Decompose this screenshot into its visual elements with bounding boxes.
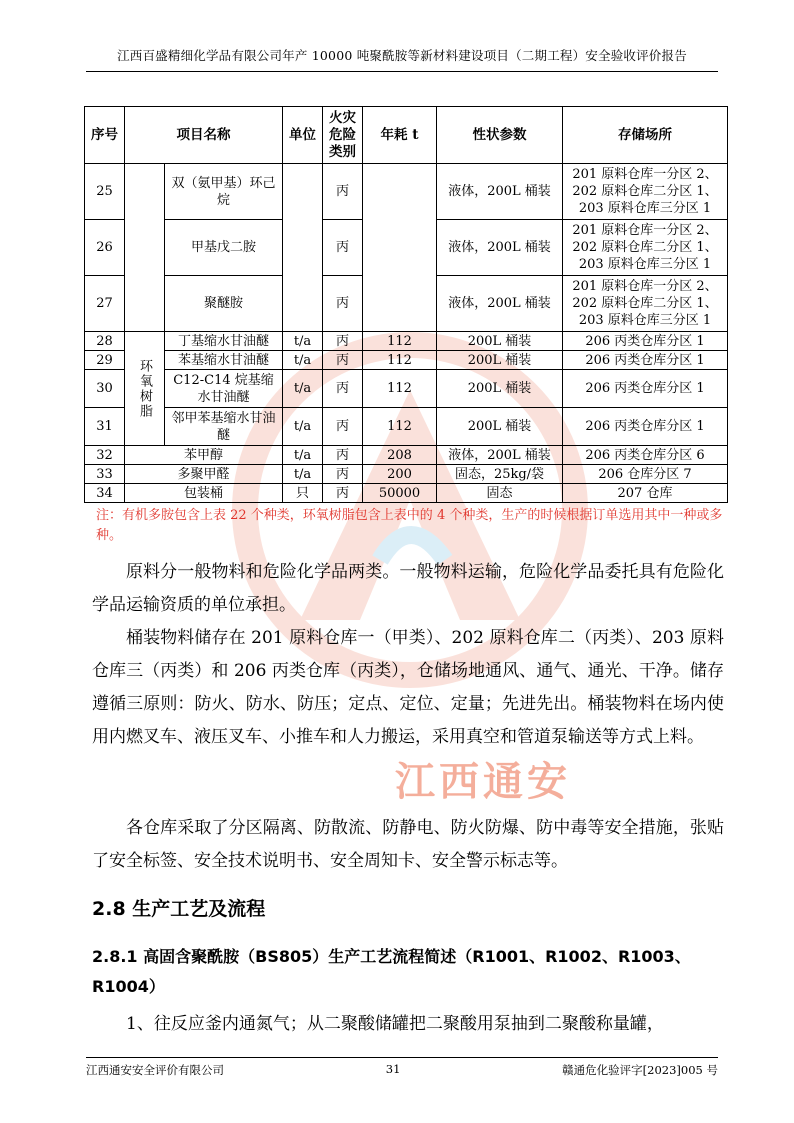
table-row [85, 332, 728, 351]
paragraph-2: 桶装物料储存在 201 原料仓库一（甲类）、202 原料仓库二（丙类）、203 原料仓库三（丙类）和 206 丙类仓库（丙类），仓储场地通风、通气、通光、干净。储存遵循三原则：防火、防水、防压；定点、定位、定量；先进先出。桶装物料在场内使用内燃叉车、液压叉车、小推车和人力搬运，采用真空和管道泵输送等方式上料。 [92, 628, 724, 747]
cell-form: 200L 桶装 [437, 408, 563, 446]
header-usage: 年耗 t [363, 107, 437, 164]
cell-unit: t/a [283, 465, 323, 484]
cell-unit: 只 [283, 484, 323, 503]
header-title: 江西百盛精细化学品有限公司年产 10000 吨聚酰胺等新材料建设项目（二期工程）安全验收评价报告 [117, 48, 687, 63]
subsection-heading: 2.8.1 高固含聚酰胺（BS805）生产工艺流程简述（R1001、R1002、R1003、R1004） [92, 947, 691, 996]
cell-name: 丁基缩水甘油醚 [165, 332, 283, 351]
page-header [86, 46, 718, 72]
cell-no: 26 [85, 220, 125, 276]
cell-usage: 112 [363, 370, 437, 408]
cell-no: 27 [85, 276, 125, 332]
header-unit: 单位 [283, 107, 323, 164]
cell-form: 200L 桶装 [437, 332, 563, 351]
section-heading: 2.8 生产工艺及流程 [92, 898, 266, 920]
cell-no: 25 [85, 164, 125, 220]
cell-fire: 丙 [323, 465, 363, 484]
cell-storage: 201 原料仓库一分区 2、202 原料仓库二分区 1、203 原料仓库三分区 1 [563, 164, 728, 220]
cell-name: 包装桶 [125, 484, 283, 503]
cell-fire: 丙 [323, 332, 363, 351]
cell-name: 多聚甲醛 [125, 465, 283, 484]
cell-storage: 206 丙类仓库分区 1 [563, 351, 728, 370]
cell-fire: 丙 [323, 276, 363, 332]
cell-storage: 206 丙类仓库分区 1 [563, 408, 728, 446]
footer-page-number: 31 [385, 1062, 401, 1076]
header-no: 序号 [85, 107, 125, 164]
cell-storage: 206 丙类仓库分区 6 [563, 446, 728, 465]
cell-no: 31 [85, 408, 125, 446]
cell-form: 液体，200L 桶装 [437, 220, 563, 276]
cell-name: C12-C14 烷基缩水甘油醚 [165, 370, 283, 408]
table-row [85, 351, 728, 370]
cell-unit [283, 164, 323, 332]
cell-unit: t/a [283, 370, 323, 408]
cell-usage: 200 [363, 465, 437, 484]
table-row [85, 164, 728, 220]
cell-storage: 206 仓库分区 7 [563, 465, 728, 484]
cell-storage: 201 原料仓库一分区 2、202 原料仓库二分区 1、203 原料仓库三分区 1 [563, 220, 728, 276]
cell-no: 29 [85, 351, 125, 370]
cell-no: 34 [85, 484, 125, 503]
cell-form: 液体，200L 桶装 [437, 446, 563, 465]
cell-form: 固态，25kg/袋 [437, 465, 563, 484]
cell-usage: 112 [363, 408, 437, 446]
cell-usage: 112 [363, 351, 437, 370]
cell-fire: 丙 [323, 370, 363, 408]
paragraph-3: 各仓库采取了分区隔离、防散流、防静电、防火防爆、防中毒等安全措施，张贴了安全标签、安全技术说明书、安全周知卡、安全警示标志等。 [92, 818, 724, 871]
cell-form: 200L 桶装 [437, 370, 563, 408]
cell-usage: 112 [363, 332, 437, 351]
cell-unit: t/a [283, 351, 323, 370]
paragraph-4: 1、往反应釜内通氮气；从二聚酸储罐把二聚酸用泵抽到二聚酸称量罐， [126, 1014, 664, 1034]
cell-no: 28 [85, 332, 125, 351]
header-name: 项目名称 [125, 107, 283, 164]
cell-fire: 丙 [323, 408, 363, 446]
table-row [85, 446, 728, 465]
cell-unit: t/a [283, 446, 323, 465]
cell-form: 固态 [437, 484, 563, 503]
paragraph-1: 原料分一般物料和危险化学品两类。一般物料运输，危险化学品委托具有危险化学品运输资质的单位承担。 [92, 562, 724, 615]
table-note: 注：有机多胺包含上表 22 个种类，环氧树脂包含上表中的 4 个种类，生产的时候根据订单选用其中一种或多种。 [96, 508, 723, 543]
header-fire: 火灾危险类别 [323, 107, 363, 164]
cell-usage [363, 164, 437, 332]
cell-storage: 206 丙类仓库分区 1 [563, 332, 728, 351]
cell-fire: 丙 [323, 484, 363, 503]
materials-table [84, 106, 728, 503]
cell-fire: 丙 [323, 446, 363, 465]
header-storage: 存储场所 [563, 107, 728, 164]
cell-fire: 丙 [323, 164, 363, 220]
footer-reference: 赣通危化验评字[2023]005 号 [562, 1063, 718, 1077]
cell-name: 邻甲苯基缩水甘油醚 [165, 408, 283, 446]
header-form: 性状参数 [437, 107, 563, 164]
cell-usage: 208 [363, 446, 437, 465]
cell-no: 32 [85, 446, 125, 465]
cell-storage: 207 仓库 [563, 484, 728, 503]
table-row [85, 465, 728, 484]
table-header-row [85, 107, 728, 164]
cell-fire: 丙 [323, 220, 363, 276]
cell-fire: 丙 [323, 351, 363, 370]
table-row [85, 484, 728, 503]
table-row [85, 370, 728, 408]
cell-no: 33 [85, 465, 125, 484]
cell-name: 苯基缩水甘油醚 [165, 351, 283, 370]
cell-usage: 50000 [363, 484, 437, 503]
cell-no: 30 [85, 370, 125, 408]
cell-form: 液体，200L 桶装 [437, 164, 563, 220]
cell-name: 聚醚胺 [165, 276, 283, 332]
cell-unit: t/a [283, 408, 323, 446]
footer-company: 江西通安安全评价有限公司 [86, 1063, 224, 1077]
cell-group-blank [125, 164, 165, 332]
cell-form: 液体，200L 桶装 [437, 276, 563, 332]
cell-name: 双（氨甲基）环己烷 [165, 164, 283, 220]
cell-name: 甲基戊二胺 [165, 220, 283, 276]
cell-group-label: 环氧树脂 [125, 332, 165, 446]
cell-form: 200L 桶装 [437, 351, 563, 370]
page-footer [86, 1057, 718, 1078]
cell-storage: 206 丙类仓库分区 1 [563, 370, 728, 408]
cell-storage: 201 原料仓库一分区 2、202 原料仓库二分区 1、203 原料仓库三分区 1 [563, 276, 728, 332]
cell-unit: t/a [283, 332, 323, 351]
table-row [85, 408, 728, 446]
watermark-text: 江西通安 [395, 759, 571, 805]
cell-name: 苯甲醇 [125, 446, 283, 465]
